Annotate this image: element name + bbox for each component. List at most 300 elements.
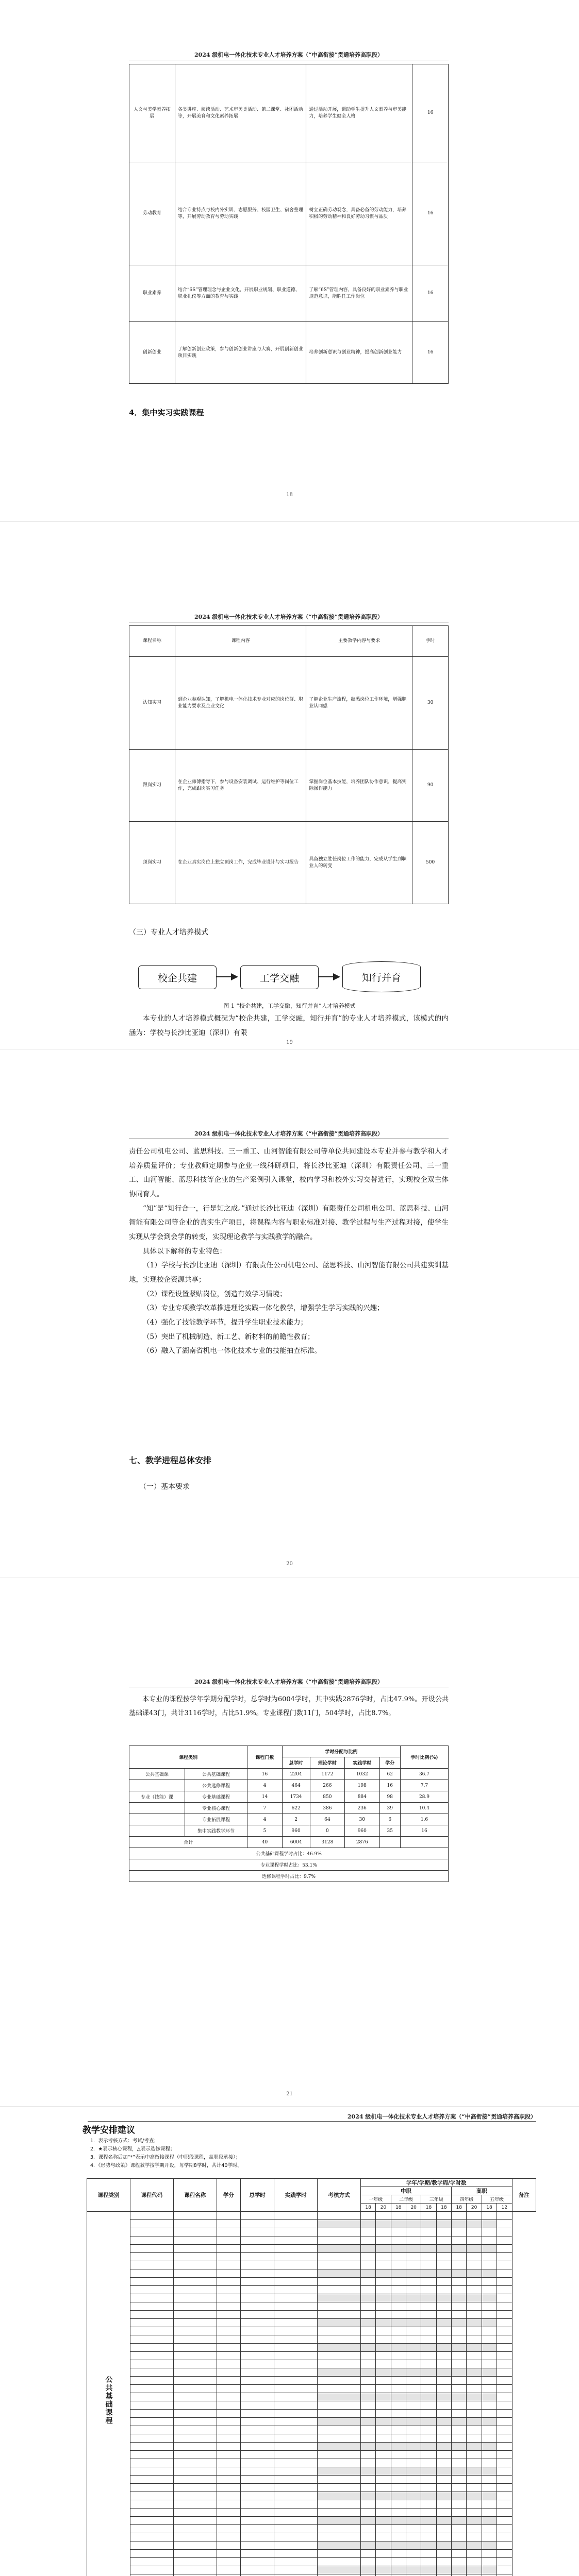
grid-cell (274, 2509, 318, 2517)
col-header: 总学时 (241, 2179, 274, 2212)
cell: 6004 (282, 1837, 310, 1848)
grid-cell (217, 2360, 240, 2368)
grid-cell (482, 2558, 497, 2566)
grid-cell (452, 2434, 467, 2443)
grid-cell (436, 2368, 451, 2377)
grid-cell (482, 2245, 497, 2253)
col-header: 18 (452, 2204, 467, 2212)
grid-cell (274, 2319, 318, 2327)
grid-cell (467, 2286, 482, 2294)
course-content: 结合专业特点与校内外实训、志愿服务、校园卫生、宿舍整理等，开展劳动教育与劳动实践 (175, 162, 306, 265)
grid-cell (436, 2245, 451, 2253)
grid-cell (467, 2212, 482, 2220)
table-row (129, 1825, 449, 1837)
grid-cell (360, 2566, 375, 2574)
grid-cell (406, 2393, 421, 2401)
table-row (87, 2484, 536, 2492)
grid-cell (391, 2236, 406, 2245)
grid-cell (391, 2467, 406, 2476)
grid-cell (173, 2525, 217, 2533)
grid-cell (452, 2286, 467, 2294)
grid-cell (406, 2443, 421, 2451)
grid-cell (318, 2484, 361, 2492)
grid-cell (391, 2443, 406, 2451)
grid-cell (436, 2566, 451, 2574)
grid-cell (497, 2484, 512, 2492)
grid-cell (436, 2541, 451, 2550)
grid-cell (482, 2476, 497, 2484)
grid-cell (376, 2236, 391, 2245)
grid-cell (274, 2352, 318, 2360)
extracurricular-table (129, 64, 449, 384)
grid-cell (376, 2393, 391, 2401)
grid-cell (360, 2220, 375, 2228)
grid-cell (274, 2294, 318, 2302)
grid-cell (360, 2368, 375, 2377)
grid-cell (130, 2335, 173, 2344)
grid-cell (391, 2327, 406, 2335)
grid-cell (482, 2484, 497, 2492)
course-hours: 16 (412, 64, 449, 162)
grid-cell (452, 2401, 467, 2410)
grid-cell (217, 2525, 240, 2533)
grid-cell (376, 2459, 391, 2467)
grid-cell (497, 2459, 512, 2467)
grid-cell (241, 2360, 274, 2368)
col-header: 20 (376, 2204, 391, 2212)
grid-cell (241, 2368, 274, 2377)
grid-cell (497, 2269, 512, 2278)
cell: 36.7 (400, 1769, 448, 1780)
grid-cell (497, 2319, 512, 2327)
grid-cell (497, 2574, 512, 2576)
grid-cell (173, 2410, 217, 2418)
grid-cell (130, 2212, 173, 2220)
grid-cell (217, 2228, 240, 2236)
table-row (87, 2509, 536, 2517)
grid-cell (217, 2302, 240, 2311)
grid-cell (436, 2459, 451, 2467)
cell: 266 (310, 1780, 344, 1791)
grid-cell (217, 2401, 240, 2410)
grid-cell (436, 2352, 451, 2360)
grid-cell (376, 2212, 391, 2220)
grid-cell (130, 2327, 173, 2335)
grid-cell (467, 2525, 482, 2533)
cell: 198 (345, 1780, 379, 1791)
grid-cell (482, 2443, 497, 2451)
grid-cell (406, 2550, 421, 2558)
grid-cell (130, 2311, 173, 2319)
paragraph-text: 本专业的人才培养模式概况为“校企共建，工学交融，知行并育”的专业人才培养模式，该模式的内涵为：学校与长沙比亚迪（深圳）有限 (129, 1014, 449, 1037)
grid-cell (241, 2236, 274, 2245)
grid-cell (436, 2509, 451, 2517)
grid-cell (217, 2319, 240, 2327)
course-content: 各类讲座、阅读活动、艺术审美类活动、第二课堂、社团活动等，开展美育和文化素养拓展 (175, 64, 306, 162)
grid-cell (376, 2220, 391, 2228)
grid-cell (360, 2550, 375, 2558)
grid-cell (360, 2541, 375, 2550)
grid-cell (360, 2319, 375, 2327)
grid-cell (391, 2541, 406, 2550)
grid-cell (376, 2269, 391, 2278)
grid-cell (130, 2286, 173, 2294)
grid-cell (467, 2228, 482, 2236)
grid-cell (497, 2278, 512, 2286)
grid-cell (482, 2541, 497, 2550)
running-header: 2024 级机电一体化技术专业人才培养方案（“中高衔接”贯通培养高职段） (194, 1679, 384, 1685)
summary-cell: 公共基础课程学时占比：46.9% (129, 1848, 449, 1859)
grid-cell (318, 2418, 361, 2426)
grid-cell (318, 2327, 361, 2335)
grid-cell (436, 2434, 451, 2443)
paragraph-text: 责任公司机电公司、蓝思科技、三一重工、山河智能有限公司等单位共同建设本专业并参与教学和人才培养质量评价；专业教师定期参与企业一线科研项目，将长沙比亚迪（深圳）有限责任公司、三一重工、山河智能、蓝思科技等企业的生产案例引入课堂，校内学习和校外实习交替进行，实现校企双主体协同育人。 (129, 1147, 449, 1199)
body-paragraph (129, 1012, 449, 1040)
grid-cell (173, 2385, 217, 2393)
table-row (129, 1871, 449, 1882)
grid-cell (130, 2500, 173, 2509)
grid-cell (467, 2360, 482, 2368)
flow-arrow-icon (333, 973, 340, 980)
table-row (129, 1848, 449, 1859)
grid-cell (217, 2558, 240, 2566)
grid-cell (217, 2393, 240, 2401)
table-row (87, 2245, 536, 2253)
grid-cell (421, 2418, 436, 2426)
grid-cell (391, 2410, 406, 2418)
grid-cell (360, 2434, 375, 2443)
grid-cell (360, 2335, 375, 2344)
grid-cell (482, 2269, 497, 2278)
grid-cell (130, 2294, 173, 2302)
grid-cell (497, 2418, 512, 2426)
grid-cell (482, 2236, 497, 2245)
cell (129, 1803, 185, 1814)
grid-cell (217, 2311, 240, 2319)
table-header-row (129, 1746, 449, 1757)
grid-cell (173, 2517, 217, 2525)
grid-cell (173, 2443, 217, 2451)
grid-cell (217, 2286, 240, 2294)
table-row (87, 2426, 536, 2434)
grid-cell (360, 2278, 375, 2286)
grid-cell (497, 2533, 512, 2541)
cell: 40 (247, 1837, 282, 1848)
grid-cell (173, 2377, 217, 2385)
grid-cell (130, 2368, 173, 2377)
grid-cell (274, 2574, 318, 2576)
grid-cell (452, 2517, 467, 2525)
grid-cell (130, 2220, 173, 2228)
grid-cell (421, 2294, 436, 2302)
grid-cell (173, 2566, 217, 2574)
grid-cell (274, 2335, 318, 2344)
grid-cell (217, 2294, 240, 2302)
grid-cell (497, 2335, 512, 2344)
col-header: 学分 (379, 1757, 400, 1769)
grid-cell (406, 2418, 421, 2426)
grid-cell (376, 2525, 391, 2533)
grid-cell (360, 2311, 375, 2319)
grid-cell (482, 2393, 497, 2401)
grid-cell (360, 2261, 375, 2269)
grid-cell (391, 2533, 406, 2541)
table-row (129, 1837, 449, 1848)
cell: 公共选修课程 (185, 1780, 247, 1791)
grid-cell (497, 2302, 512, 2311)
grid-cell (436, 2385, 451, 2393)
grid-cell (130, 2574, 173, 2576)
col-header: 考核方式 (318, 2179, 361, 2212)
grid-cell (421, 2459, 436, 2467)
grid-cell (482, 2360, 497, 2368)
grid-cell (274, 2236, 318, 2245)
grid-cell (467, 2509, 482, 2517)
grid-cell (130, 2434, 173, 2443)
grid-cell (467, 2418, 482, 2426)
grid-cell (318, 2253, 361, 2261)
grid-cell (360, 2286, 375, 2294)
grid-cell (130, 2426, 173, 2434)
col-header: 学分 (217, 2179, 240, 2212)
grid-cell (173, 2335, 217, 2344)
grid-cell (421, 2426, 436, 2434)
col-header: 18 (421, 2204, 436, 2212)
grid-cell (497, 2352, 512, 2360)
grid-cell (467, 2401, 482, 2410)
grid-cell (376, 2228, 391, 2236)
grid-cell (173, 2541, 217, 2550)
cell (379, 1837, 400, 1848)
grid-cell (241, 2443, 274, 2451)
grid-cell (406, 2401, 421, 2410)
grid-cell (217, 2385, 240, 2393)
grid-cell (173, 2451, 217, 2459)
grid-cell (497, 2377, 512, 2385)
grid-cell (482, 2311, 497, 2319)
grid-cell (467, 2278, 482, 2286)
grid-cell (360, 2525, 375, 2533)
grid-cell (360, 2410, 375, 2418)
grid-cell (274, 2426, 318, 2434)
col-header: 四年级 (452, 2195, 482, 2204)
grid-cell (391, 2286, 406, 2294)
grid-cell (318, 2500, 361, 2509)
grid-cell (452, 2377, 467, 2385)
course-name: 职业素养 (129, 265, 175, 322)
grid-cell (467, 2236, 482, 2245)
course-name: 跟岗实习 (129, 750, 175, 822)
course-hours: 500 (412, 822, 449, 904)
table-row (87, 2566, 536, 2574)
grid-cell (482, 2451, 497, 2459)
grid-cell (467, 2484, 482, 2492)
table-row (87, 2352, 536, 2360)
grid-cell (482, 2517, 497, 2525)
grid-cell (318, 2360, 361, 2368)
grid-cell (452, 2245, 467, 2253)
grid-cell (376, 2319, 391, 2327)
page-number: 19 (286, 1040, 293, 1045)
grid-cell (274, 2459, 318, 2467)
grid-cell (274, 2302, 318, 2311)
grid-cell (241, 2261, 274, 2269)
col-header: 一年级 (360, 2195, 391, 2204)
grid-cell (217, 2550, 240, 2558)
cell: 14 (247, 1791, 282, 1803)
grid-cell (436, 2418, 451, 2426)
grid-cell (241, 2509, 274, 2517)
grid-cell (360, 2228, 375, 2236)
grid-cell (130, 2410, 173, 2418)
course-name: 创新创业 (129, 322, 175, 384)
grid-cell (436, 2451, 451, 2459)
note-line: 2．★表示核心课程，△表示选修课程； (90, 2146, 175, 2153)
flow-arrow-icon (231, 973, 238, 980)
grid-cell (376, 2401, 391, 2410)
grid-cell (318, 2459, 361, 2467)
grid-cell (274, 2492, 318, 2500)
grid-cell (274, 2550, 318, 2558)
table-row (87, 2393, 536, 2401)
grid-cell (376, 2311, 391, 2319)
page-22 (0, 2112, 579, 2576)
grid-cell (274, 2500, 318, 2509)
grid-cell (318, 2294, 361, 2302)
col-header: 18 (391, 2204, 406, 2212)
cell: 专业拓展课程 (185, 1814, 247, 1825)
grid-cell (173, 2236, 217, 2245)
grid-cell (436, 2533, 451, 2541)
grid-cell (452, 2418, 467, 2426)
grid-cell (436, 2228, 451, 2236)
figure-caption: 图 1 “校企共建，工学交融，知行并育”人才培养模式 (223, 1003, 356, 1009)
grid-cell (376, 2550, 391, 2558)
table-row (87, 2368, 536, 2377)
grid-cell (173, 2253, 217, 2261)
grid-cell (241, 2311, 274, 2319)
table-row (87, 2269, 536, 2278)
grid-cell (467, 2377, 482, 2385)
paragraph-text: 具体以下解释的专业特色： (143, 1247, 226, 1256)
grid-cell (173, 2352, 217, 2360)
grid-cell (436, 2335, 451, 2344)
grid-cell (497, 2286, 512, 2294)
grid-cell (318, 2550, 361, 2558)
grid-cell (467, 2550, 482, 2558)
grid-cell (173, 2484, 217, 2492)
grid-cell (406, 2541, 421, 2550)
subsection-title: （三）专业人才培养模式 (129, 928, 208, 937)
page-separator (0, 521, 579, 522)
grid-cell (406, 2286, 421, 2294)
page-number: 20 (286, 1561, 293, 1567)
grid-cell (360, 2344, 375, 2352)
grid-cell (497, 2566, 512, 2574)
grid-cell (497, 2368, 512, 2377)
course-requirement: 掌握岗位基本技能，培养团队协作意识，提高实际操作能力 (306, 750, 412, 822)
grid-cell (318, 2245, 361, 2253)
grid-cell (391, 2377, 406, 2385)
grid-cell (130, 2360, 173, 2368)
grid-cell (406, 2253, 421, 2261)
grid-cell (318, 2467, 361, 2476)
table-row (129, 1803, 449, 1814)
grid-cell (318, 2344, 361, 2352)
cell (400, 1837, 448, 1848)
grid-cell (376, 2278, 391, 2286)
grid-cell (421, 2377, 436, 2385)
course-requirement: 了解企业生产流程，熟悉岗位工作环境，增强职业认同感 (306, 657, 412, 750)
paragraph-text: （5）突出了机械制造、新工艺、新材料的前瞻性教育； (143, 1332, 315, 1341)
cell: 622 (282, 1803, 310, 1814)
grid-cell (241, 2212, 274, 2220)
grid-cell (274, 2228, 318, 2236)
grid-cell (376, 2558, 391, 2566)
grid-cell (241, 2335, 274, 2344)
grid-cell (360, 2393, 375, 2401)
grid-cell (467, 2541, 482, 2550)
page-number: 21 (286, 2091, 293, 2097)
table-row (129, 1814, 449, 1825)
grid-cell (436, 2360, 451, 2368)
grid-cell (130, 2302, 173, 2311)
grid-cell (436, 2220, 451, 2228)
grid-cell (376, 2566, 391, 2574)
grid-cell (360, 2401, 375, 2410)
grid-cell (130, 2377, 173, 2385)
cell: 64 (310, 1814, 344, 1825)
grid-cell (467, 2443, 482, 2451)
grid-cell (406, 2500, 421, 2509)
paragraph-text: 本专业的课程按学年学期分配学时，总学时为6004学时，其中实践2876学时，占比47.9%。开设公共基础课43门，共计3116学时，占比51.9%。专业课程门数11门，504学时，占比8.7%。 (129, 1696, 449, 1717)
grid-cell (452, 2319, 467, 2327)
grid-cell (436, 2467, 451, 2476)
cell: 公共基础课程 (185, 1769, 247, 1780)
paragraph-text: “知”是“知行合一，行是知之成。”通过长沙比亚迪（深圳）有限责任公司机电公司、蓝思科技、山河智能有限公司等企业的真实生产项目，将课程内容与职业标准对接、教学过程与生产过程对接，使学生实现从学会到会学的转变，实现理论教学与实践教学的融合。 (129, 1204, 449, 1242)
grid-cell (406, 2509, 421, 2517)
grid-cell (217, 2574, 240, 2576)
col-header: 中职 (360, 2187, 451, 2195)
grid-cell (467, 2426, 482, 2434)
grid-cell (406, 2212, 421, 2220)
grid-cell (421, 2467, 436, 2476)
grid-cell (421, 2327, 436, 2335)
grid-cell (241, 2434, 274, 2443)
grid-cell (406, 2533, 421, 2541)
grid-cell (482, 2385, 497, 2393)
cell: 7.7 (400, 1780, 448, 1791)
grid-cell (173, 2574, 217, 2576)
grid-cell (318, 2574, 361, 2576)
cell: 28.9 (400, 1791, 448, 1803)
grid-cell (217, 2492, 240, 2500)
grid-cell (421, 2360, 436, 2368)
cell (129, 1825, 185, 1837)
grid-cell (436, 2278, 451, 2286)
section-title: 七、教学进程总体安排 (129, 1455, 212, 1465)
course-name: 顶岗实习 (129, 822, 175, 904)
cell: 10.4 (400, 1803, 448, 1814)
grid-cell (482, 2509, 497, 2517)
grid-cell (421, 2558, 436, 2566)
grid-cell (467, 2500, 482, 2509)
grid-cell (391, 2352, 406, 2360)
course-content: 结合“6S”管理理念与企业文化，开展职业规划、职业道德、职业礼仪等方面的教育与实践 (175, 265, 306, 322)
grid-cell (421, 2525, 436, 2533)
grid-cell (421, 2220, 436, 2228)
grid-cell (130, 2393, 173, 2401)
